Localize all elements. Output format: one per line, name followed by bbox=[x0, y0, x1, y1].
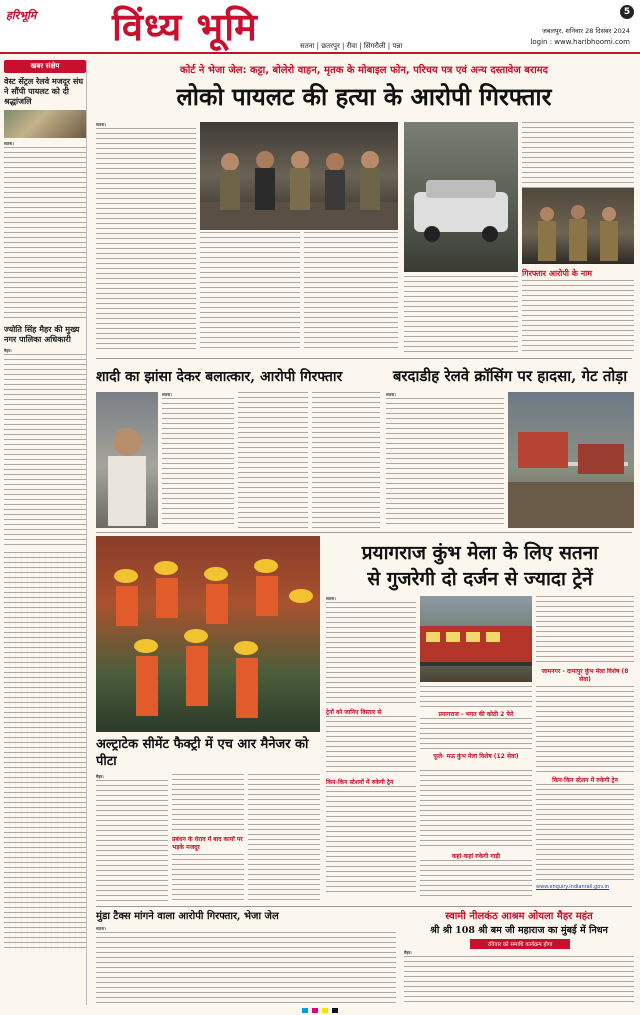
trains-body-col1b bbox=[326, 716, 416, 776]
edition-date: जबलपुर, शनिवार 28 दिसंबर 2024 bbox=[541, 27, 630, 35]
trains-body-col1 bbox=[326, 596, 416, 706]
lead-body-col2 bbox=[200, 232, 300, 352]
lead-photo-vehicle bbox=[404, 122, 518, 272]
railway-crossing-photo bbox=[508, 392, 634, 528]
masthead bbox=[0, 0, 640, 54]
lead-headline: लोको पायलट की हत्या के आरोपी गिरफ्तार bbox=[176, 82, 552, 111]
wedding-dateline: सतना। bbox=[162, 392, 172, 397]
factory-body-col2a bbox=[172, 774, 244, 834]
crossing-photo bbox=[508, 392, 634, 528]
page-title: विंध्य भूमि bbox=[112, 4, 258, 49]
trains-body-col1c bbox=[326, 786, 416, 896]
rail-enquiry-link[interactable]: www.enquiry.indianrail.gov.in bbox=[536, 884, 610, 890]
trains-body-col3b bbox=[536, 686, 634, 774]
trains-body-col2d bbox=[420, 860, 532, 896]
left-story2-body bbox=[4, 348, 86, 548]
left-story1-headline: वेस्ट सेंट्रल रेलवे मजदूर संघ ने सौंपी पायलट को दी श्रद्धांजलि bbox=[4, 77, 84, 106]
lead-sidebar-heading: गिरफ्तार आरोपी के नाम bbox=[522, 269, 592, 278]
ashram-kicker: स्वामी नीलकंठ आश्रम ओयला मैहर महंत bbox=[445, 911, 593, 922]
tax-body bbox=[96, 926, 396, 1004]
left-story2-dateline: मैहर। bbox=[4, 348, 12, 353]
factory-body-col1 bbox=[96, 774, 168, 904]
left-story1-dateline: सतना। bbox=[4, 141, 14, 146]
lead-kicker-bar bbox=[96, 62, 632, 76]
trains-headline-line1: प्रयागराज कुंभ मेला के लिए सतना bbox=[361, 542, 599, 564]
left-story2-headline: ज्योति सिंह मैहर की मुख्य नगर पालिका अधिकारी bbox=[4, 325, 80, 344]
tax-dateline: सतना। bbox=[96, 926, 106, 931]
lead-dateline: सतना। bbox=[96, 122, 106, 127]
trains-sub5: कहां-कहां रुकेगी गाड़ी bbox=[451, 853, 501, 860]
lead-photo-accused bbox=[200, 122, 398, 230]
left-story1-body bbox=[4, 141, 86, 321]
edition-cities: सतना | छतरपुर | रीवा | सिंगरौली | पन्ना bbox=[300, 42, 403, 50]
print-registration-marks bbox=[110, 1008, 530, 1013]
lead-sidebar-body bbox=[522, 280, 634, 352]
car-photo bbox=[404, 122, 518, 272]
factory-photo bbox=[96, 536, 320, 732]
accused-photo bbox=[96, 392, 158, 528]
trains-sub4: फूले- मऊ कुंभ मेला विशेष (12 सेवा) bbox=[433, 753, 519, 760]
trains-headline-line2: से गुजरेगी दो दर्जन से ज्यादा ट्रेनें bbox=[367, 568, 593, 590]
workers-protest-photo bbox=[96, 536, 320, 732]
police-officers-photo bbox=[522, 188, 634, 264]
factory-body-col3 bbox=[248, 774, 320, 904]
wedding-body-col1 bbox=[162, 392, 234, 528]
left-column bbox=[4, 60, 87, 1005]
trains-sub3: प्रयागराज - भगत की कोठी 2 फेरे bbox=[438, 711, 514, 718]
crossing-dateline: सतना। bbox=[386, 392, 396, 397]
lead-body-col1 bbox=[96, 122, 196, 352]
ashram-body bbox=[404, 950, 634, 1004]
factory-body-col2b bbox=[172, 854, 244, 904]
crossing-headline: बरदाडीह रेलवे क्रॉसिंग पर हादसा, गेट तोड़ा bbox=[392, 367, 628, 385]
website-link[interactable]: login : www.haribhoomi.com bbox=[530, 38, 630, 46]
ashram-dateline: मैहर। bbox=[404, 950, 412, 955]
lead-photo-police bbox=[522, 188, 634, 264]
trains-dateline: सतना। bbox=[326, 596, 336, 601]
wedding-photo bbox=[96, 392, 158, 528]
section-label: खबर संक्षेप bbox=[4, 60, 86, 73]
trains-body-col3a bbox=[536, 596, 634, 666]
left-story1-photo bbox=[4, 110, 86, 138]
train-photo bbox=[420, 596, 532, 682]
police-group-photo bbox=[200, 122, 398, 230]
lead-body-col3 bbox=[304, 232, 398, 352]
ashram-headline: श्री श्री 108 श्री बम जी महाराज का मुंबई में निधन bbox=[430, 925, 608, 936]
wedding-body-col2 bbox=[238, 392, 308, 528]
trains-sub2: किन-किन स्टेशनों में रुकेगी ट्रेन bbox=[326, 779, 394, 786]
lead-body-col4 bbox=[404, 276, 518, 352]
trains-body-col2b bbox=[420, 718, 532, 750]
tax-headline: मुंडा टैक्स मांगने वाला आरोपी गिरफ्तार, भेजा जेल bbox=[96, 911, 279, 922]
ashram-subline: रविवार को समाधि कार्यक्रम होगा bbox=[470, 939, 570, 949]
trains-sub6: जामनगर - दामापुर कुंभ मेला विशेष (8 सेवा) bbox=[541, 668, 629, 683]
factory-headline: अल्ट्राटेक सीमेंट फैक्ट्री में एच आर मैनेजर को पीटा bbox=[96, 737, 309, 769]
trains-photo bbox=[420, 596, 532, 682]
trains-body-col2c bbox=[420, 770, 532, 850]
wedding-headline: शादी का झांसा देकर बलात्कार, आरोपी गिरफ्तार bbox=[96, 369, 343, 385]
brand-logo: हरिभूमि bbox=[6, 9, 37, 22]
trains-body-col2a bbox=[420, 686, 532, 708]
page-number-badge: 5 bbox=[620, 5, 634, 19]
crossing-body-col1 bbox=[386, 392, 504, 528]
factory-sub1: प्रबंधन के घेराव में बाद कायों पर भड़के मजदूर bbox=[172, 836, 243, 851]
trains-sub7: किन-किन स्टेशन में रुकेगी ट्रेन bbox=[552, 777, 618, 784]
trains-body-col3c bbox=[536, 784, 634, 882]
trains-sub1: ट्रेनों को जानिए विस्तार से bbox=[326, 709, 382, 716]
factory-dateline: मैहर। bbox=[96, 774, 104, 779]
wedding-body-col3 bbox=[312, 392, 380, 528]
lead-kicker: कोर्ट ने भेजा जेल: कट्टा, बोलेरो वाहन, मृतक के मोबाइल फोन, परिचय पत्र एवं अन्य दस्तावेज बरामद bbox=[180, 65, 548, 76]
